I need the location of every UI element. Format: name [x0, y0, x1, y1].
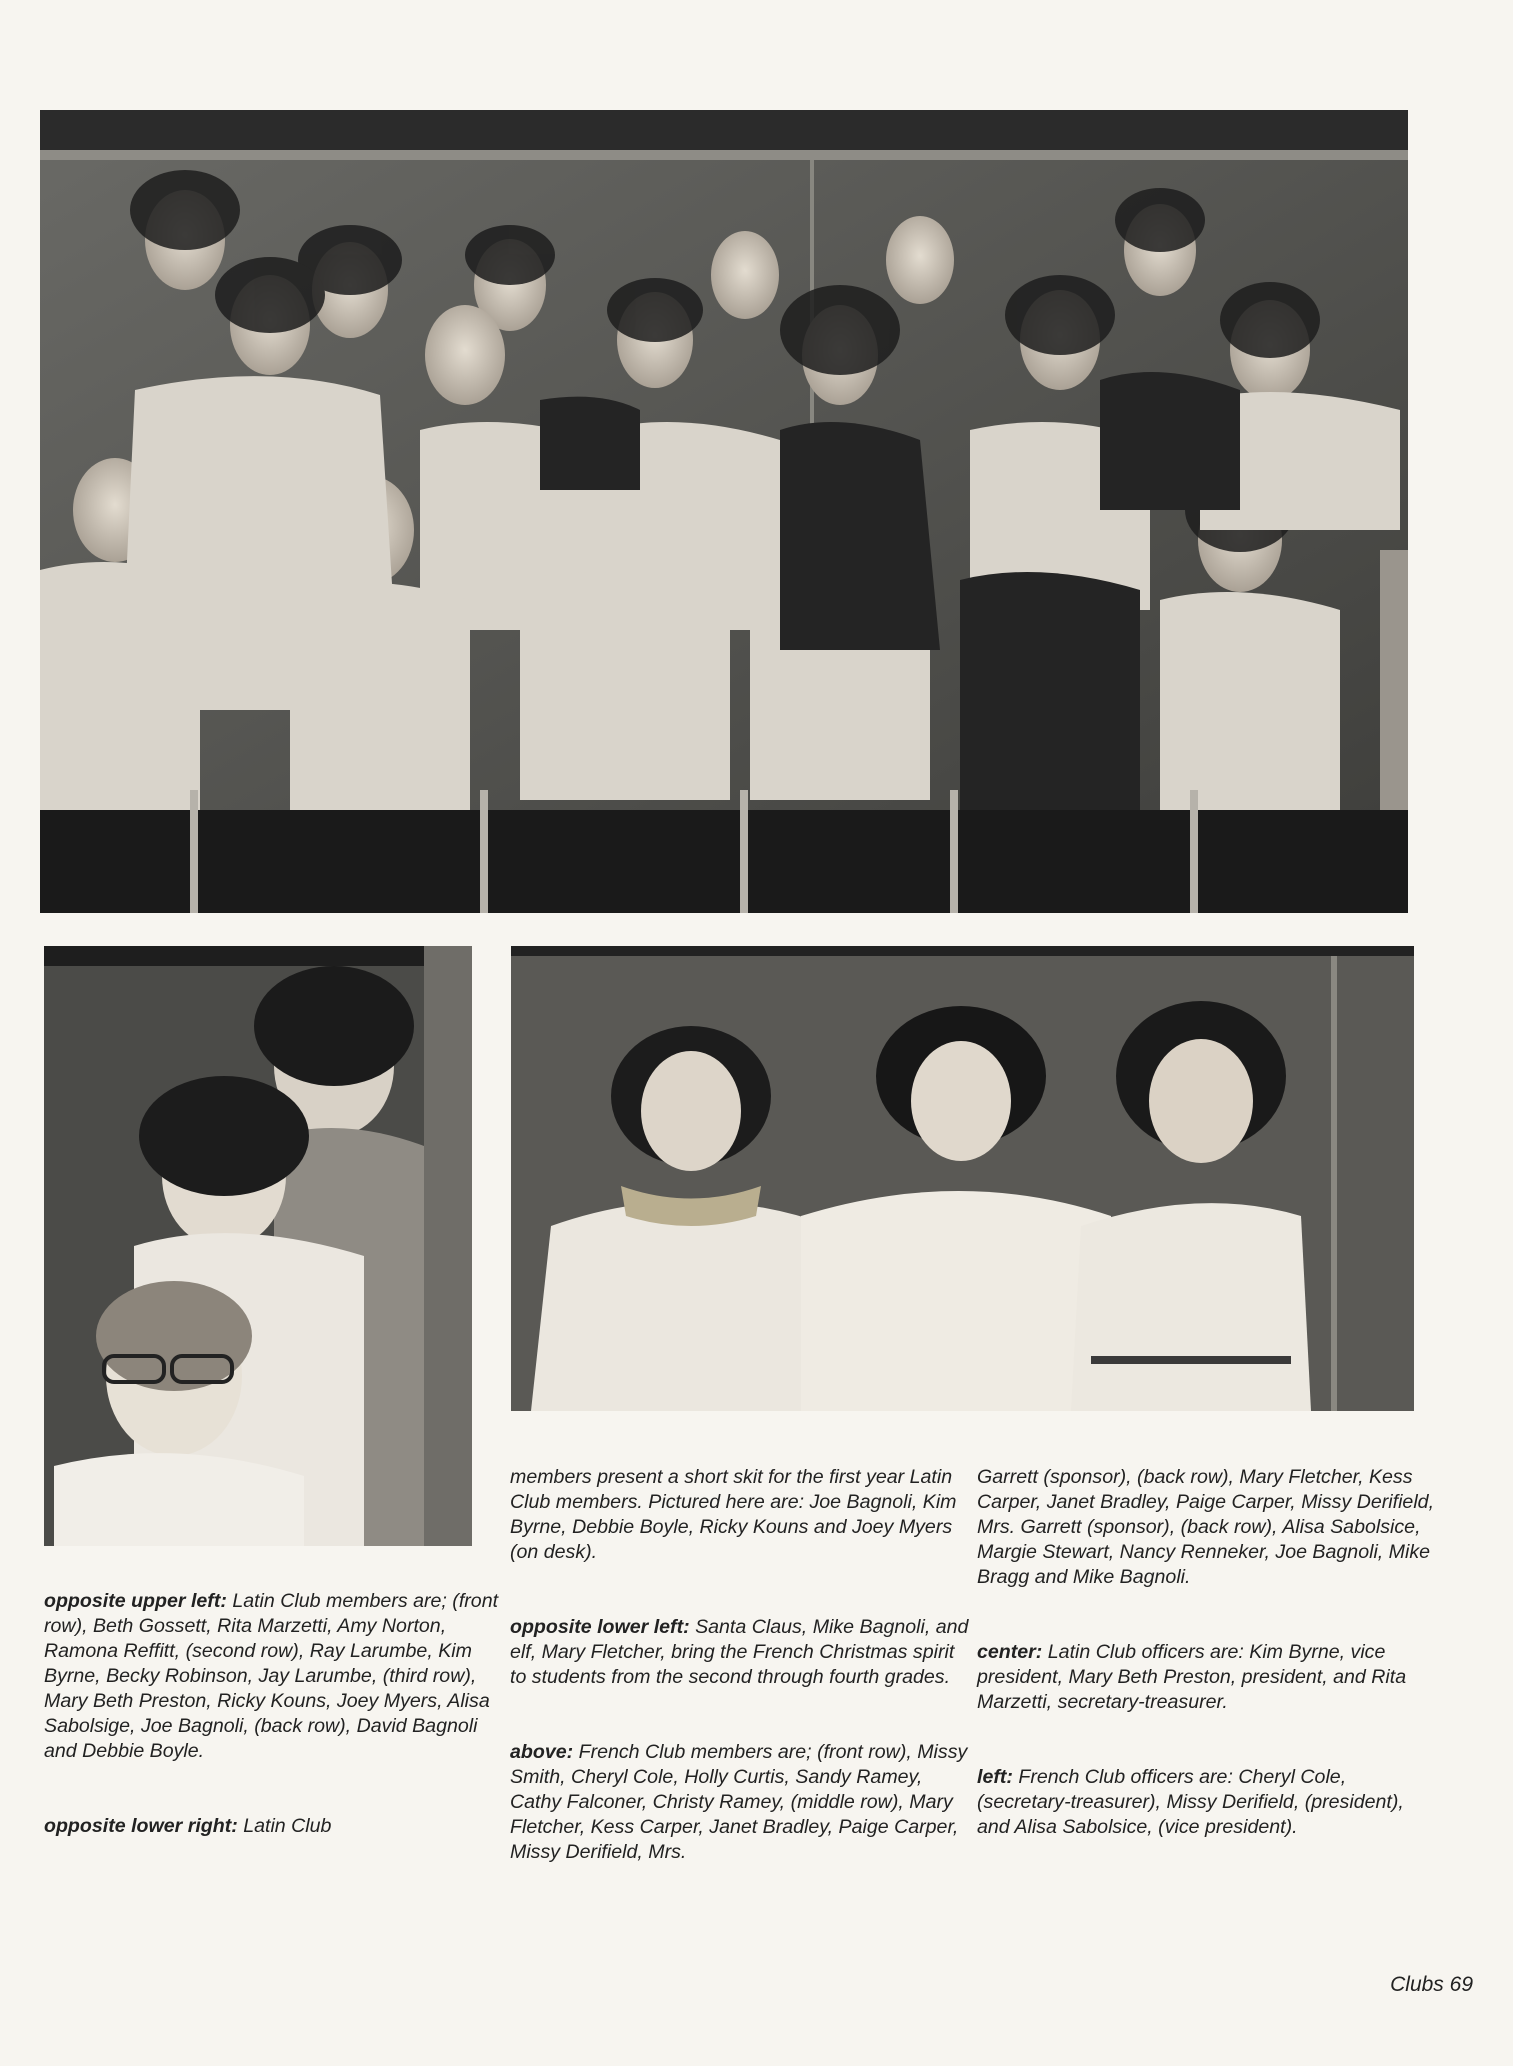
group-photo-icon [44, 946, 472, 1546]
caption-column-3 [977, 1440, 1437, 1840]
caption-column-2 [510, 1440, 970, 1865]
caption-text: French Club officers are: Cheryl Cole, (secretary-treasurer), Missy Derifield, (president), and Alisa Sabolsice, (vice president). [977, 1766, 1404, 1838]
latin-club-officers-photo [44, 946, 472, 1546]
french-club-officers-photo [511, 946, 1414, 1411]
caption-text: Latin Club members are; (front row), Beth Gossett, Rita Marzetti, Amy Norton, Ramona Reffitt, (second row), Ray Larumbe, Kim Byrne, Becky Robinson, Jay Larumbe, (third row), Mary Beth Preston, Ricky Kouns, Joey Myers, Alisa Sabolsige, Joe Bagnoli, (back row), David Bagnoli and Debbie Boyle. [44, 1590, 499, 1762]
group-photo-icon [511, 946, 1414, 1411]
group-photo-icon [40, 110, 1408, 913]
caption-text: Latin Club officers are: Kim Byrne, vice president, Mary Beth Preston, president, and Rita Marzetti, secretary-treasurer. [977, 1641, 1407, 1713]
caption-label: above: [510, 1741, 574, 1763]
page-footer: Clubs 69 [1390, 1973, 1473, 1996]
caption-label: opposite lower left: [510, 1616, 690, 1638]
caption-text: Latin Club [237, 1815, 332, 1837]
caption-label: opposite upper left: [44, 1590, 227, 1612]
caption-label: opposite lower right: [44, 1815, 238, 1837]
caption-column-1 [44, 1564, 504, 1839]
caption-text: Garrett (sponsor), (back row), Mary Fletcher, Kess Carper, Janet Bradley, Paige Carper, Missy Derifield, Mrs. Garrett (sponsor), (back row), Alisa Sabolsice, Margie Stewart, Nancy Renneker, Joe Bagnoli, Mike Bragg and Mike Bagnoli. [977, 1466, 1435, 1588]
caption-text: French Club members are; (front row), Missy Smith, Cheryl Cole, Holly Curtis, Sandy Ramey, Cathy Falconer, Christy Ramey, (middle row), Mary Fletcher, Kess Carper, Janet Bradley, Paige Carper, Missy Derifield, Mrs. [510, 1741, 968, 1863]
caption-text: Santa Claus, Mike Bagnoli, and elf, Mary Fletcher, bring the French Christmas spirit to students from the second through fourth grades. [510, 1616, 969, 1688]
caption-text: members present a short skit for the first year Latin Club members. Pictured here are: Joe Bagnoli, Kim Byrne, Debbie Boyle, Ricky Kouns and Joey Myers (on desk). [510, 1466, 957, 1563]
main-group-photo [40, 110, 1408, 913]
caption-label: center: [977, 1641, 1043, 1663]
caption-label: left: [977, 1766, 1013, 1788]
